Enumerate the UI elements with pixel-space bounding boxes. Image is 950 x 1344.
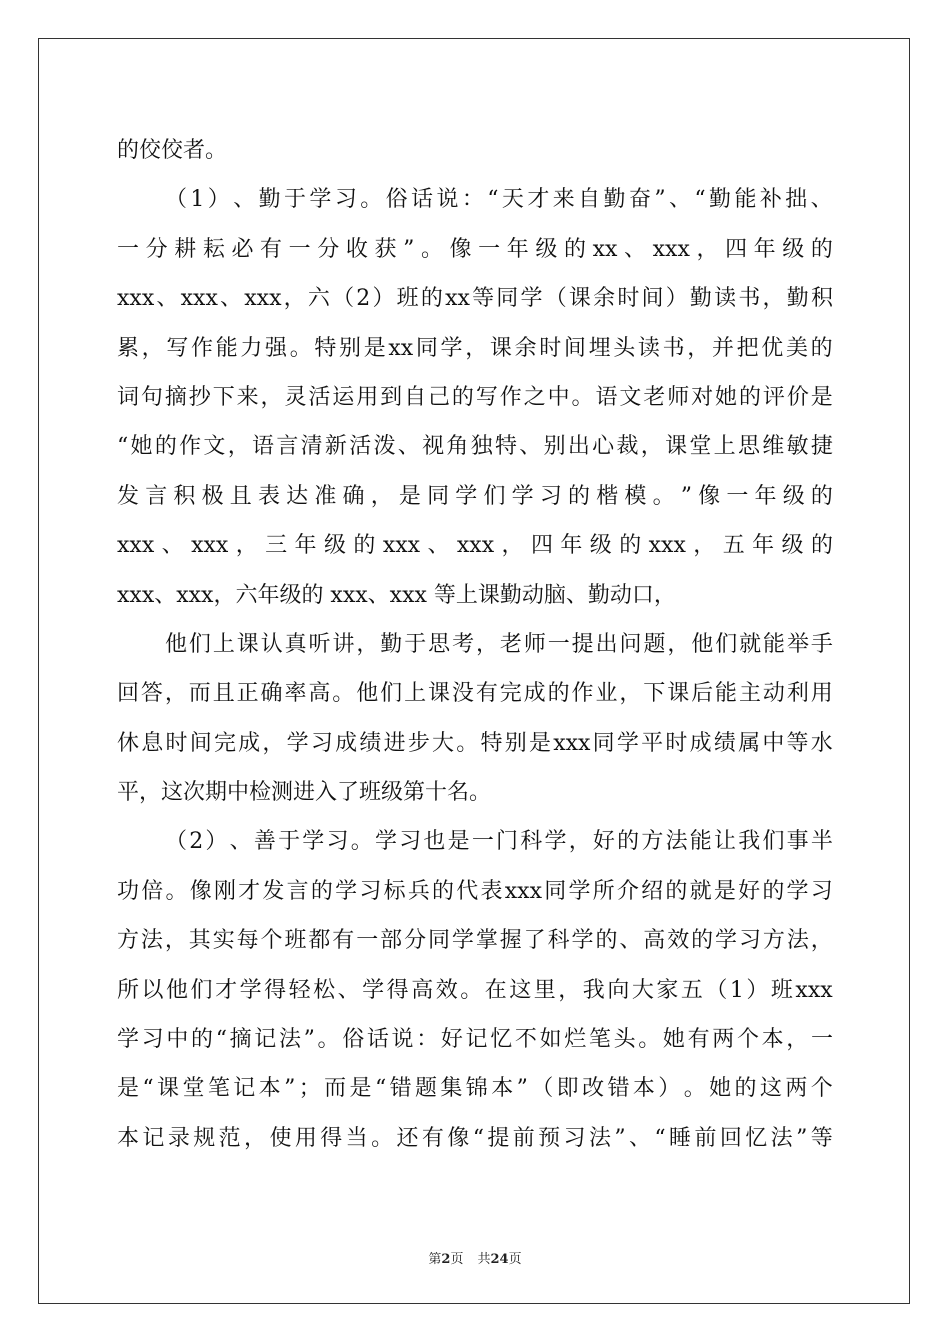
text-line: （ 1 ） 、 勤 于 学 习 。 俗 话 说 ： “ 天 才 来 自 勤 奋 ” 、 “ 勤 能 补 拙 、 — [165, 187, 833, 213]
text-line: xxx、xxx，六年级的 xxx、xxx 等上课勤动脑、勤动口， — [117, 582, 676, 608]
text-line: （ 2 ） 、 善 于 学 习 。 学 习 也 是 一 门 科 学 ， 好 的 方 法 能 让 我 们 事 半 — [165, 829, 833, 855]
text-line: 是 “ 课 堂 笔 记 本 ” ； 而 是 “ 错 题 集 锦 本 ” （ 即 改 错 本 ） 。 她 的 这 两 个 — [117, 1076, 833, 1102]
page-number-current: 2 — [441, 1252, 451, 1267]
text-line: “ 她 的 作 文 ， 语 言 清 新 活 泼 、 视 角 独 特 、 别 出 心 裁 ， 课 堂 上 思 维 敏 捷 — [117, 434, 833, 460]
text-line: 平，这次期中检测进入了班级第十名。 — [117, 780, 492, 806]
text-line: 他 们 上 课 认 真 听 讲 ， 勤 于 思 考 ， 老 师 一 提 出 问 题 ， 他 们 就 能 举 手 — [165, 631, 833, 657]
text-line: xxx 、 xxx ， 三 年 级 的 xxx 、 xxx ， 四 年 级 的 xxx ， 五 年 级 的 — [117, 533, 833, 559]
text-line: xxx 、 xxx 、 xxx ， 六 （ 2 ） 班 的 xx 等 同 学 （ 课 余 时 间 ） 勤 读 书 ， 勤 积 — [117, 286, 833, 312]
text-line: 所 以 他 们 才 学 得 轻 松 、 学 得 高 效 。 在 这 里 ， 我 向 大 家 五 （ 1 ） 班 xxx — [117, 977, 833, 1003]
text-line: 回 答 ， 而 且 正 确 率 高 。 他 们 上 课 没 有 完 成 的 作 业 ， 下 课 后 能 主 动 利 用 — [117, 681, 833, 707]
text-line: 累 ， 写 作 能 力 强 。 特 别 是 xx 同 学 ， 课 余 时 间 埋 头 读 书 ， 并 把 优 美 的 — [117, 335, 833, 361]
text-line: 词 句 摘 抄 下 来 ， 灵 活 运 用 到 自 己 的 写 作 之 中 。 语 文 老 师 对 她 的 评 价 是 — [117, 384, 833, 410]
text-line: 功 倍 。 像 刚 才 发 言 的 学 习 标 兵 的 代 表 xxx 同 学 所 介 绍 的 就 是 好 的 学 习 — [117, 878, 833, 904]
text-line: 发 言 积 极 且 表 达 准 确 ， 是 同 学 们 学 习 的 楷 模 。 ” 像 一 年 级 的 — [117, 483, 833, 509]
text-line: 一 分 耕 耘 必 有 一 分 收 获 ” 。 像 一 年 级 的 xx 、 xxx ， 四 年 级 的 — [117, 236, 833, 262]
page-number-prefix: 第 — [428, 1252, 442, 1267]
document-body — [117, 126, 833, 1163]
page-footer — [0, 1248, 950, 1267]
text-line: 休 息 时 间 完 成 ， 学 习 成 绩 进 步 大 。 特 别 是 xxx 同 学 平 时 成 绩 属 中 等 水 — [117, 730, 833, 756]
page-number-suffix: 页 — [450, 1252, 464, 1267]
page-total-count: 24 — [490, 1252, 509, 1267]
page-total-prefix: 共 — [477, 1252, 491, 1267]
text-line: 本 记 录 规 范 ， 使 用 得 当 。 还 有 像 “ 提 前 预 习 法 ” 、 “ 睡 前 回 忆 法 ” 等 — [117, 1125, 833, 1151]
text-line: 学 习 中 的 “ 摘 记 法 ” 。 俗 话 说 ： 好 记 忆 不 如 烂 笔 头 。 她 有 两 个 本 ， 一 — [117, 1027, 833, 1053]
text-line: 方 法 ， 其 实 每 个 班 都 有 一 部 分 同 学 掌 握 了 科 学 的 、 高 效 的 学 习 方 法 ， — [117, 928, 833, 954]
text-line: 的佼佼者。 — [117, 138, 228, 163]
page-total-suffix: 页 — [508, 1252, 522, 1267]
